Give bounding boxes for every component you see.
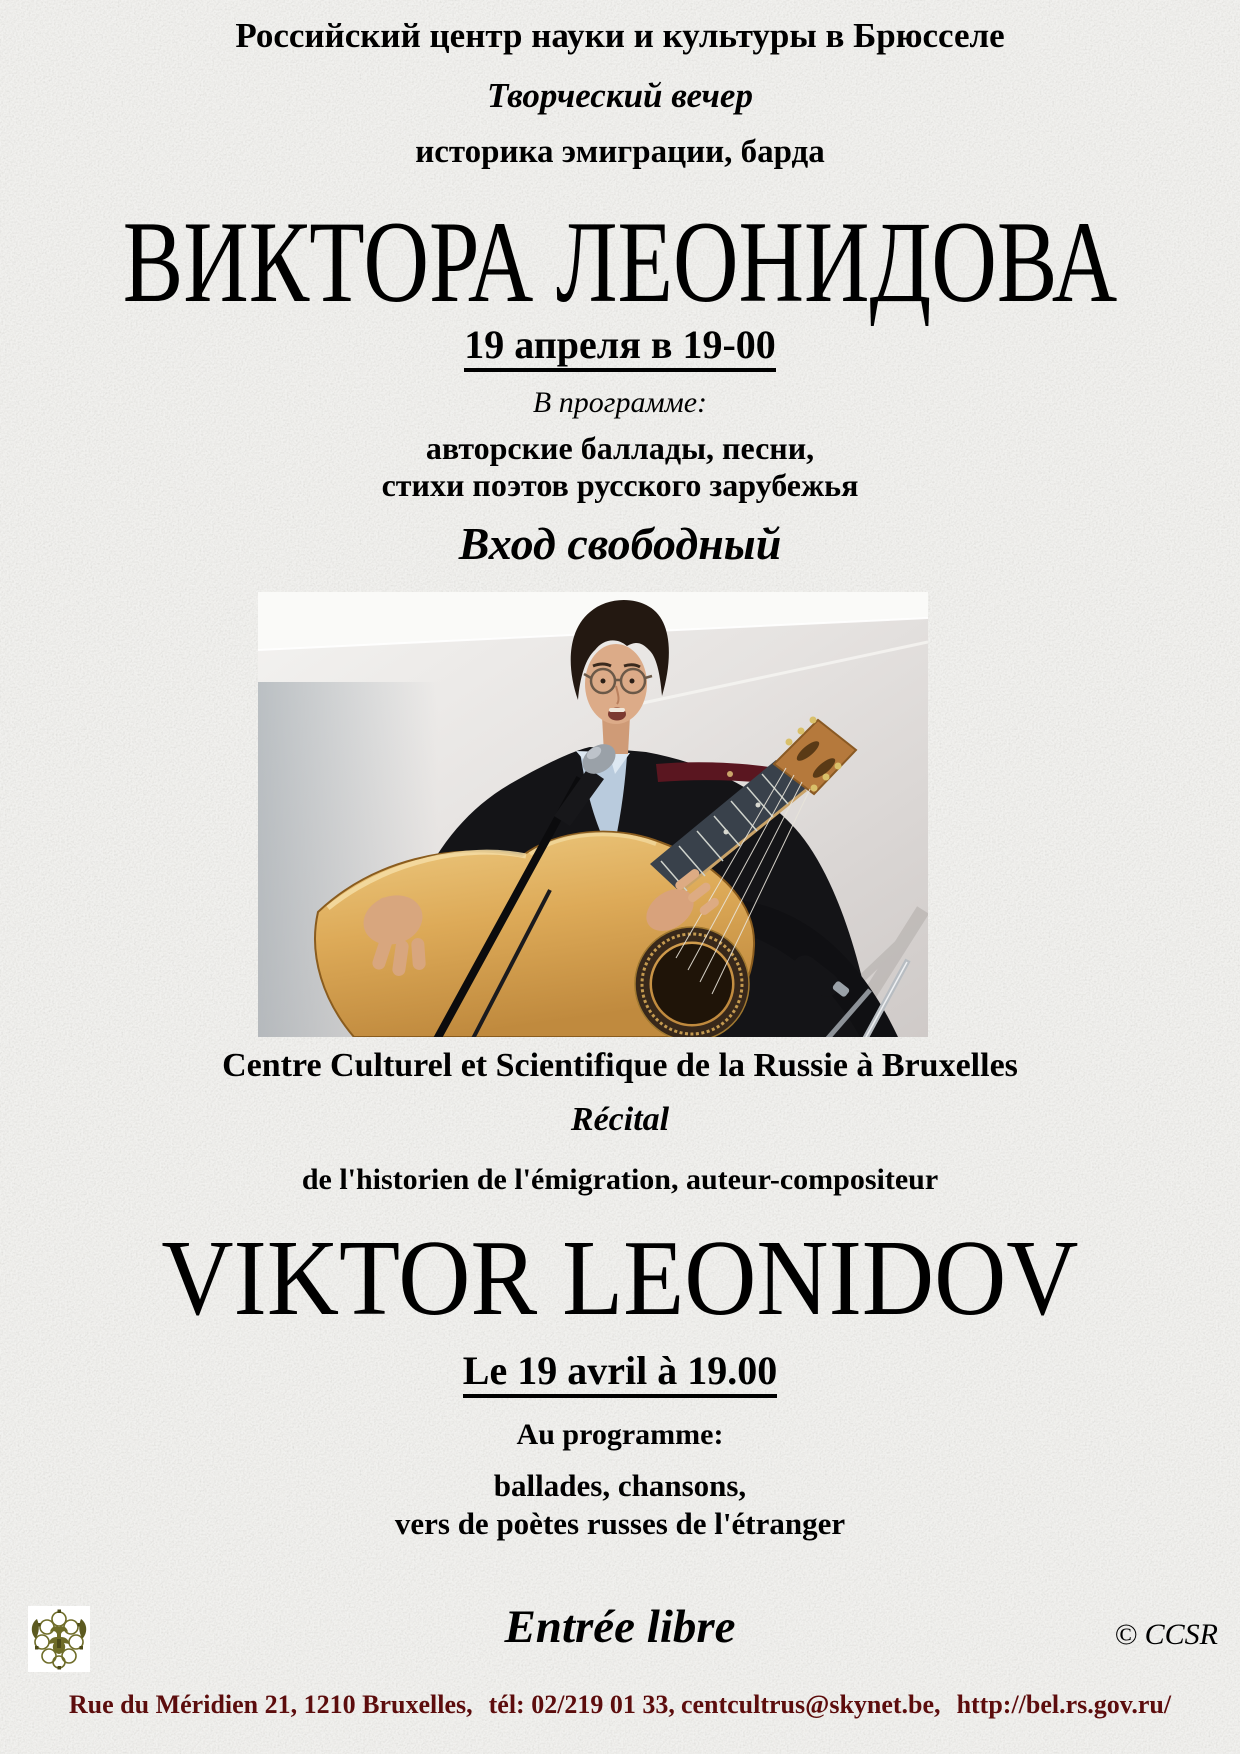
- ru-subtitle: историка эмиграции, барда: [415, 134, 825, 170]
- copyright-note: © CCSR: [1114, 1618, 1218, 1651]
- fr-program-label: Au programme:: [516, 1418, 724, 1451]
- footer-website: http://bel.rs.gov.ru/: [956, 1690, 1172, 1719]
- fr-program-line1: ballades, chansons,: [493, 1468, 747, 1503]
- ccsr-emblem-logo: [28, 1606, 90, 1672]
- ru-event-type: Творческий вечер: [487, 76, 753, 115]
- footer-phone: tél: 02/219 01 33,: [488, 1690, 675, 1719]
- fr-datetime: [0, 1348, 1240, 1394]
- ru-datetime: [0, 322, 1240, 368]
- ru-center-name: Российский центр науки и культуры в Брюсселе: [235, 16, 1005, 55]
- fr-artist-name-text: VIKTOR LEONIDOV: [161, 1218, 1079, 1339]
- fr-admission: Entrée libre: [504, 1601, 736, 1653]
- fr-event-type: Récital: [570, 1101, 670, 1138]
- ru-artist-name-text: ВИКТОРА ЛЕОНИДОВА: [122, 198, 1118, 328]
- fr-center-name: Centre Culturel et Scientifique de la Russie à Bruxelles: [222, 1047, 1018, 1084]
- performer-photo: [258, 592, 928, 1037]
- fr-artist-name: [0, 1218, 1240, 1339]
- fr-subtitle: de l'historien de l'émigration, auteur-compositeur: [301, 1163, 939, 1196]
- fr-program-line2: vers de poètes russes de l'étranger: [394, 1506, 846, 1541]
- ru-program-line1: авторские баллады, песни,: [425, 430, 815, 466]
- ru-program-label: В программе:: [532, 386, 708, 419]
- ru-artist-name: [0, 198, 1240, 328]
- ru-datetime-text: 19 апреля в 19-00: [464, 322, 776, 372]
- ru-admission: Вход свободный: [458, 518, 782, 569]
- ru-program-line2: стихи поэтов русского зарубежья: [381, 467, 859, 503]
- fr-datetime-text: Le 19 avril à 19.00: [463, 1348, 777, 1398]
- footer-address: Rue du Méridien 21, 1210 Bruxelles,: [68, 1690, 473, 1719]
- footer-email: centcultrus@skynet.be,: [680, 1690, 941, 1719]
- footer-contact-line: [0, 1690, 1240, 1720]
